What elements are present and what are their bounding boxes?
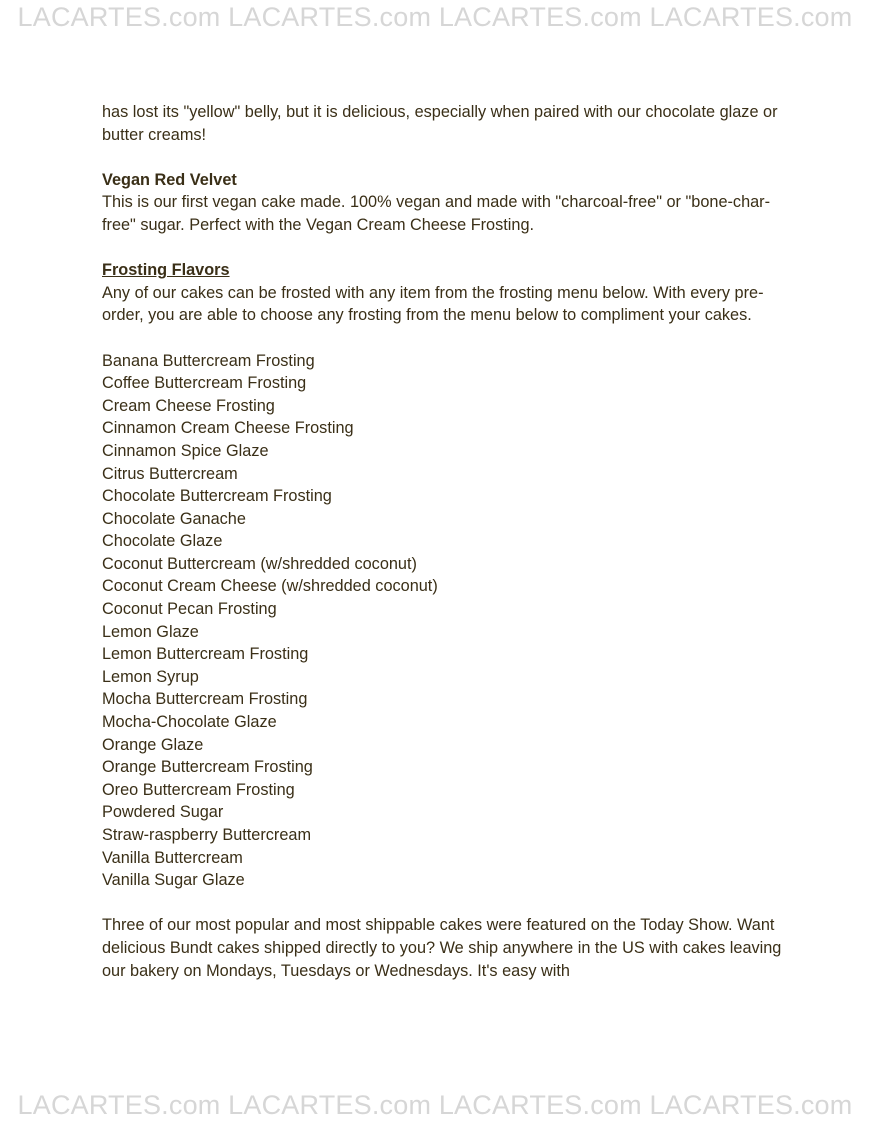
frosting-flavor-item: Powdered Sugar [102,803,224,822]
frosting-flavor-item: Coconut Pecan Frosting [102,600,277,619]
intro-continuation-text: has lost its "yellow" belly, but it is delicious, especially when paired with our chocolate glaze or butter creams! [102,103,778,144]
frosting-flavor-item: Vanilla Buttercream [102,848,243,867]
frosting-flavor-item: Chocolate Buttercream Frosting [102,487,332,506]
shipping-paragraph: Three of our most popular and most shippable cakes were featured on the Today Show. Want delicious Bundt cakes shipped directly to you? We ship anywhere in the US with cakes leaving our bakery on Mondays, Tuesdays or Wednesdays. It's easy with [102,916,782,980]
frosting-flavor-item: Cinnamon Spice Glaze [102,441,269,460]
document-body [102,101,782,982]
frosting-flavor-item: Citrus Buttercream [102,464,238,483]
frosting-flavor-item: Lemon Buttercream Frosting [102,645,309,664]
frosting-flavor-item: Coconut Cream Cheese (w/shredded coconut) [102,577,438,596]
frosting-flavor-item: Mocha Buttercream Frosting [102,690,308,709]
frosting-flavor-item: Vanilla Sugar Glaze [102,871,245,890]
frosting-flavor-list [102,350,782,892]
frosting-flavor-item: Banana Buttercream Frosting [102,351,315,370]
frosting-flavor-item: Oreo Buttercream Frosting [102,780,295,799]
frosting-flavor-item: Cream Cheese Frosting [102,396,275,415]
frosting-flavor-item: Lemon Syrup [102,667,199,686]
watermark-bottom: LACARTES.com LACARTES.com LACARTES.com LACARTES.com [17,1090,853,1120]
frosting-flavor-item: Orange Buttercream Frosting [102,758,313,777]
frosting-flavors-heading: Frosting Flavors [102,261,230,280]
vegan-red-velvet-title: Vegan Red Velvet [102,170,237,189]
frosting-flavor-item: Coffee Buttercream Frosting [102,374,307,393]
frosting-flavor-item: Cinnamon Cream Cheese Frosting [102,419,354,438]
frosting-flavor-item: Chocolate Ganache [102,509,246,528]
frosting-flavor-item: Mocha-Chocolate Glaze [102,713,277,732]
frosting-flavor-item: Coconut Buttercream (w/shredded coconut) [102,554,417,573]
frosting-flavor-item: Lemon Glaze [102,622,199,641]
vegan-red-velvet-description: This is our first vegan cake made. 100% vegan and made with "charcoal-free" or "bone-char-free" sugar. Perfect with the Vegan Cream Cheese Frosting. [102,193,771,234]
frosting-flavor-item: Chocolate Glaze [102,532,223,551]
frosting-flavor-item: Orange Glaze [102,735,204,754]
frosting-flavors-description: Any of our cakes can be frosted with any item from the frosting menu below. With every pre-order, you are able to choose any frosting from the menu below to compliment your cakes. [102,283,764,325]
watermark-top: LACARTES.com LACARTES.com LACARTES.com LACARTES.com [17,2,853,32]
frosting-flavor-item: Straw-raspberry Buttercream [102,826,312,844]
